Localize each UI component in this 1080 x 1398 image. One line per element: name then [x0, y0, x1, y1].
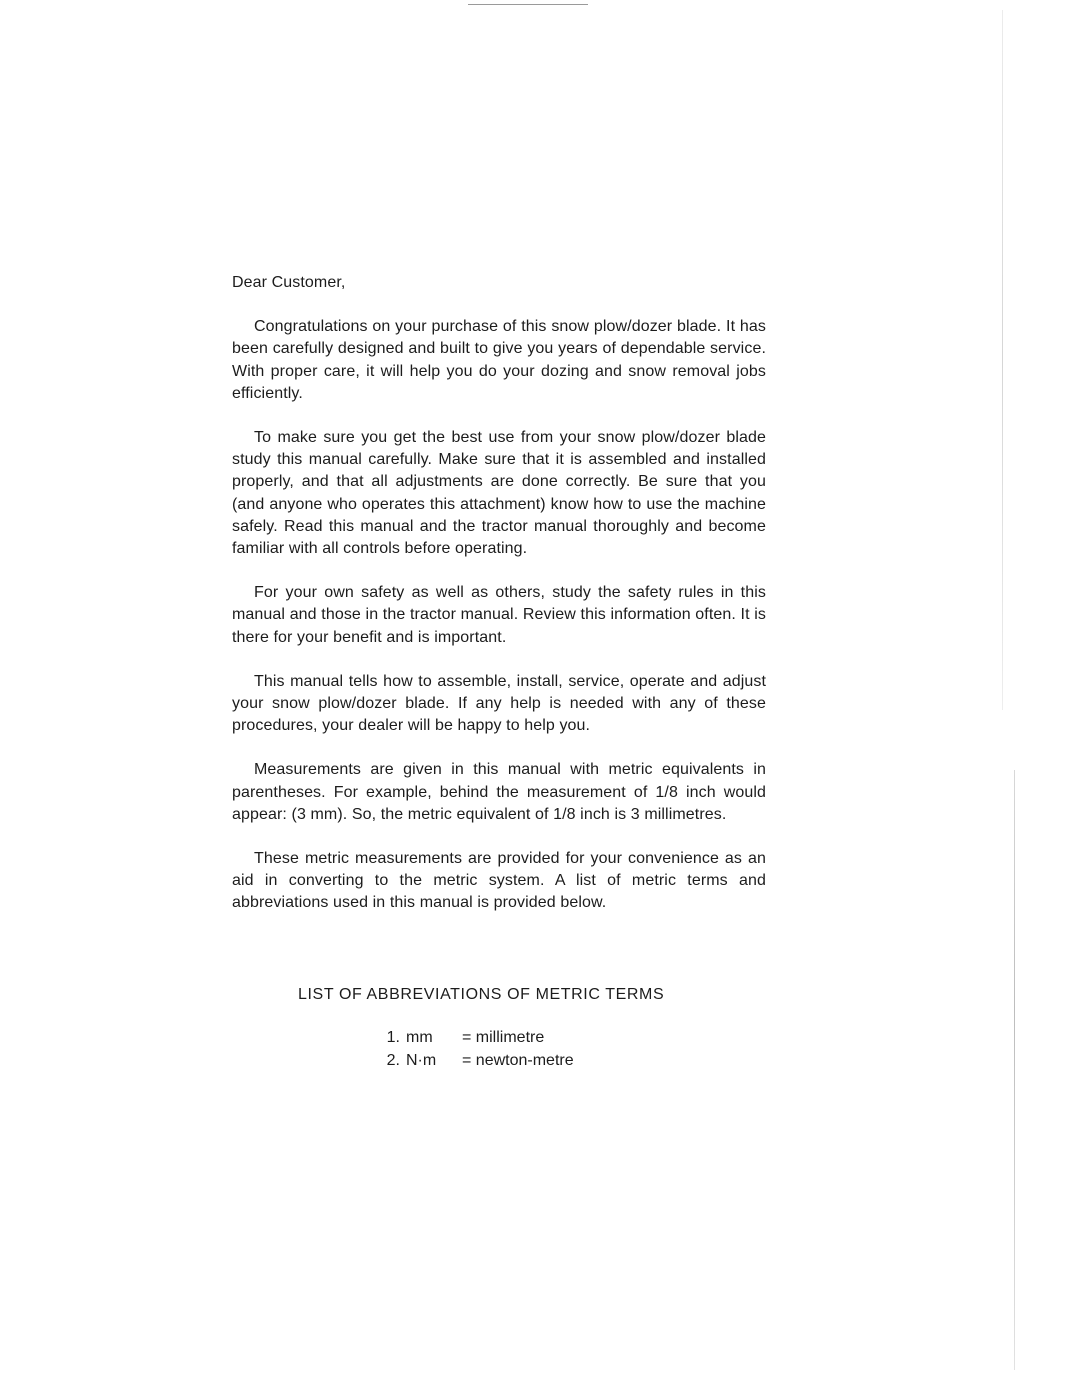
abbreviations-title: LIST OF ABBREVIATIONS OF METRIC TERMS [298, 986, 665, 1003]
paragraph-metric-conversion: These metric measurements are provided for your convenience as an aid in converting to the metric system. A list of metric terms and abbreviations used in this manual is provided below. [232, 850, 766, 912]
scan-artifact-right-upper [1002, 10, 1003, 710]
customer-letter [232, 272, 766, 937]
abbr-term: mm [406, 1029, 433, 1046]
scan-artifact-top [468, 4, 588, 5]
list-item [382, 1027, 574, 1050]
abbr-term: N·m [406, 1051, 437, 1069]
list-item [382, 1050, 574, 1073]
paragraph-congratulations: Congratulations on your purchase of this snow plow/dozer blade. It has been carefully designed and built to give you years of dependable service. With proper care, it will help you do your dozing and snow removal jobs efficiently. [232, 318, 766, 402]
abbr-definition: = newton-metre [462, 1051, 574, 1069]
abbreviations-list [382, 1027, 574, 1072]
abbr-definition: = millimetre [462, 1029, 545, 1046]
salutation: Dear Customer, [232, 274, 346, 291]
abbr-number: 1. [386, 1029, 400, 1046]
abbr-number: 2. [386, 1051, 400, 1069]
scan-artifact-right-lower [1014, 770, 1015, 1370]
paragraph-manual-contents: This manual tells how to assemble, install, service, operate and adjust your snow plow/dozer blade. If any help is needed with any of these procedures, your dealer will be happy to help you. [232, 672, 766, 735]
paragraph-measurements: Measurements are given in this manual with metric equivalents in parentheses. For example, behind the measurement of 1/8 inch would appear: (3 mm). So, the metric equivalent of 1/8 inch is 3 millimetres. [232, 761, 766, 823]
paragraph-best-use: To make sure you get the best use from your snow plow/dozer blade study this manual carefully. Make sure that it is assembled and installed properly, and that all adjustments are done correctly. Be sure that you (and anyone who operates this attachment) know how to use the machine safely. Read this manual and the tractor manual thoroughly and become familiar with all controls before operating. [232, 429, 766, 558]
paragraph-safety: For your own safety as well as others, study the safety rules in this manual and those in the tractor manual. Review this information often. It is there for your benefit and is important. [232, 584, 766, 646]
